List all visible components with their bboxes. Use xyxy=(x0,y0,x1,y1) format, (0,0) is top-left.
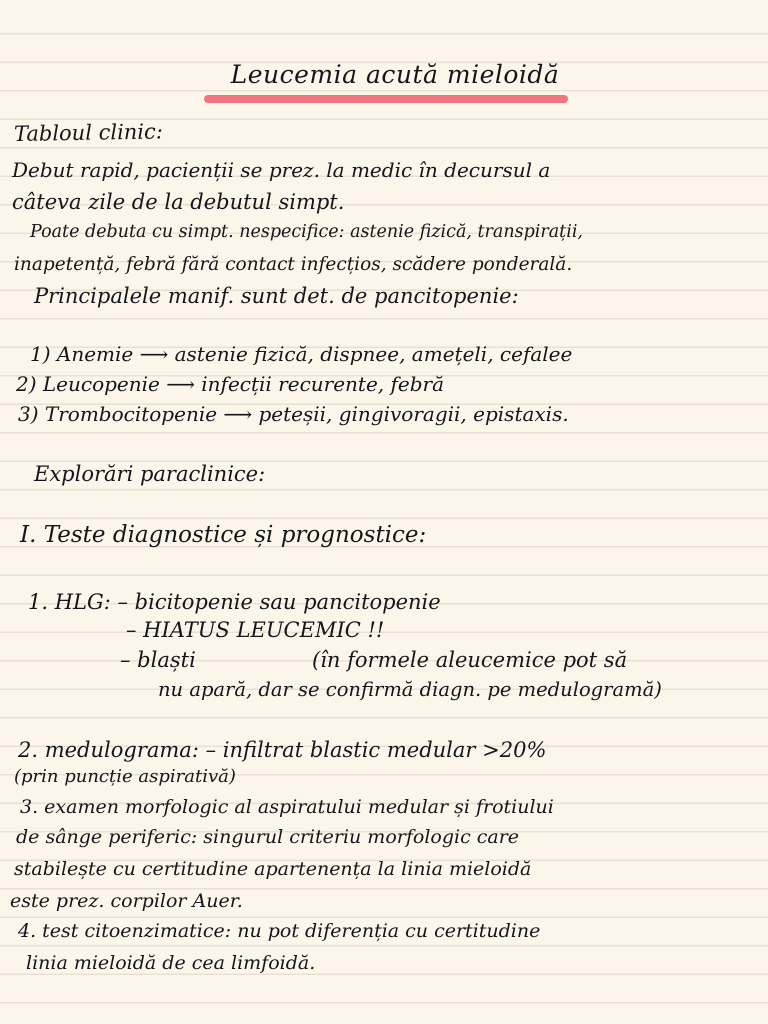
list-item: 3. examen morfologic al aspiratului medular și frotiului xyxy=(20,796,554,818)
text-line: inapetență, febră fără contact infecțios, scădere ponderală. xyxy=(14,254,573,275)
text-line: nu apară, dar se confirmă diagn. pe medulogramă) xyxy=(158,678,662,701)
text-line: linia mieloidă de cea limfoidă. xyxy=(26,952,316,974)
text-line: Debut rapid, pacienții se prez. la medic în decursul a xyxy=(12,158,551,182)
text-line: (prin puncție aspirativă) xyxy=(14,766,236,787)
text-line: Poate debuta cu simpt. nespecifice: astenie fizică, transpirații, xyxy=(30,222,583,242)
page-title: Leucemia acută mieloidă xyxy=(230,60,560,89)
list-item: 4. test citoenzimatice: nu pot diferenția cu certitudine xyxy=(18,920,541,942)
text-line: câteva zile de la debutul simpt. xyxy=(12,190,345,214)
list-item: 2. medulograma: – infiltrat blastic medular >20% xyxy=(18,738,547,762)
heading-paraclinical: Explorări paraclinice: xyxy=(34,462,266,486)
list-item: – HIATUS LEUCEMIC !! xyxy=(126,618,385,642)
list-item: – blaști xyxy=(120,648,196,672)
section-heading: I. Teste diagnostice și prognostice: xyxy=(20,522,427,548)
text-line: Principalele manif. sunt det. de pancitopenie: xyxy=(34,284,519,308)
text-line: (în formele aleucemice pot să xyxy=(312,648,628,672)
text-line: stabilește cu certitudine apartenența la linia mieloidă xyxy=(14,858,532,880)
text-line: este prez. corpilor Auer. xyxy=(10,890,243,912)
text-line: de sânge periferic: singurul criteriu morfologic care xyxy=(16,826,520,848)
list-item: 1) Anemie ⟶ astenie fizică, dispnee, amețeli, cefalee xyxy=(30,342,573,366)
list-item: 1. HLG: – bicitopenie sau pancitopenie xyxy=(28,590,441,614)
heading-clinical-picture: Tabloul clinic: xyxy=(13,119,164,146)
title-highlight xyxy=(204,95,568,103)
list-item: 3) Trombocitopenie ⟶ peteșii, gingivoragii, epistaxis. xyxy=(18,402,569,426)
list-item: 2) Leucopenie ⟶ infecții recurente, febră xyxy=(16,372,445,396)
